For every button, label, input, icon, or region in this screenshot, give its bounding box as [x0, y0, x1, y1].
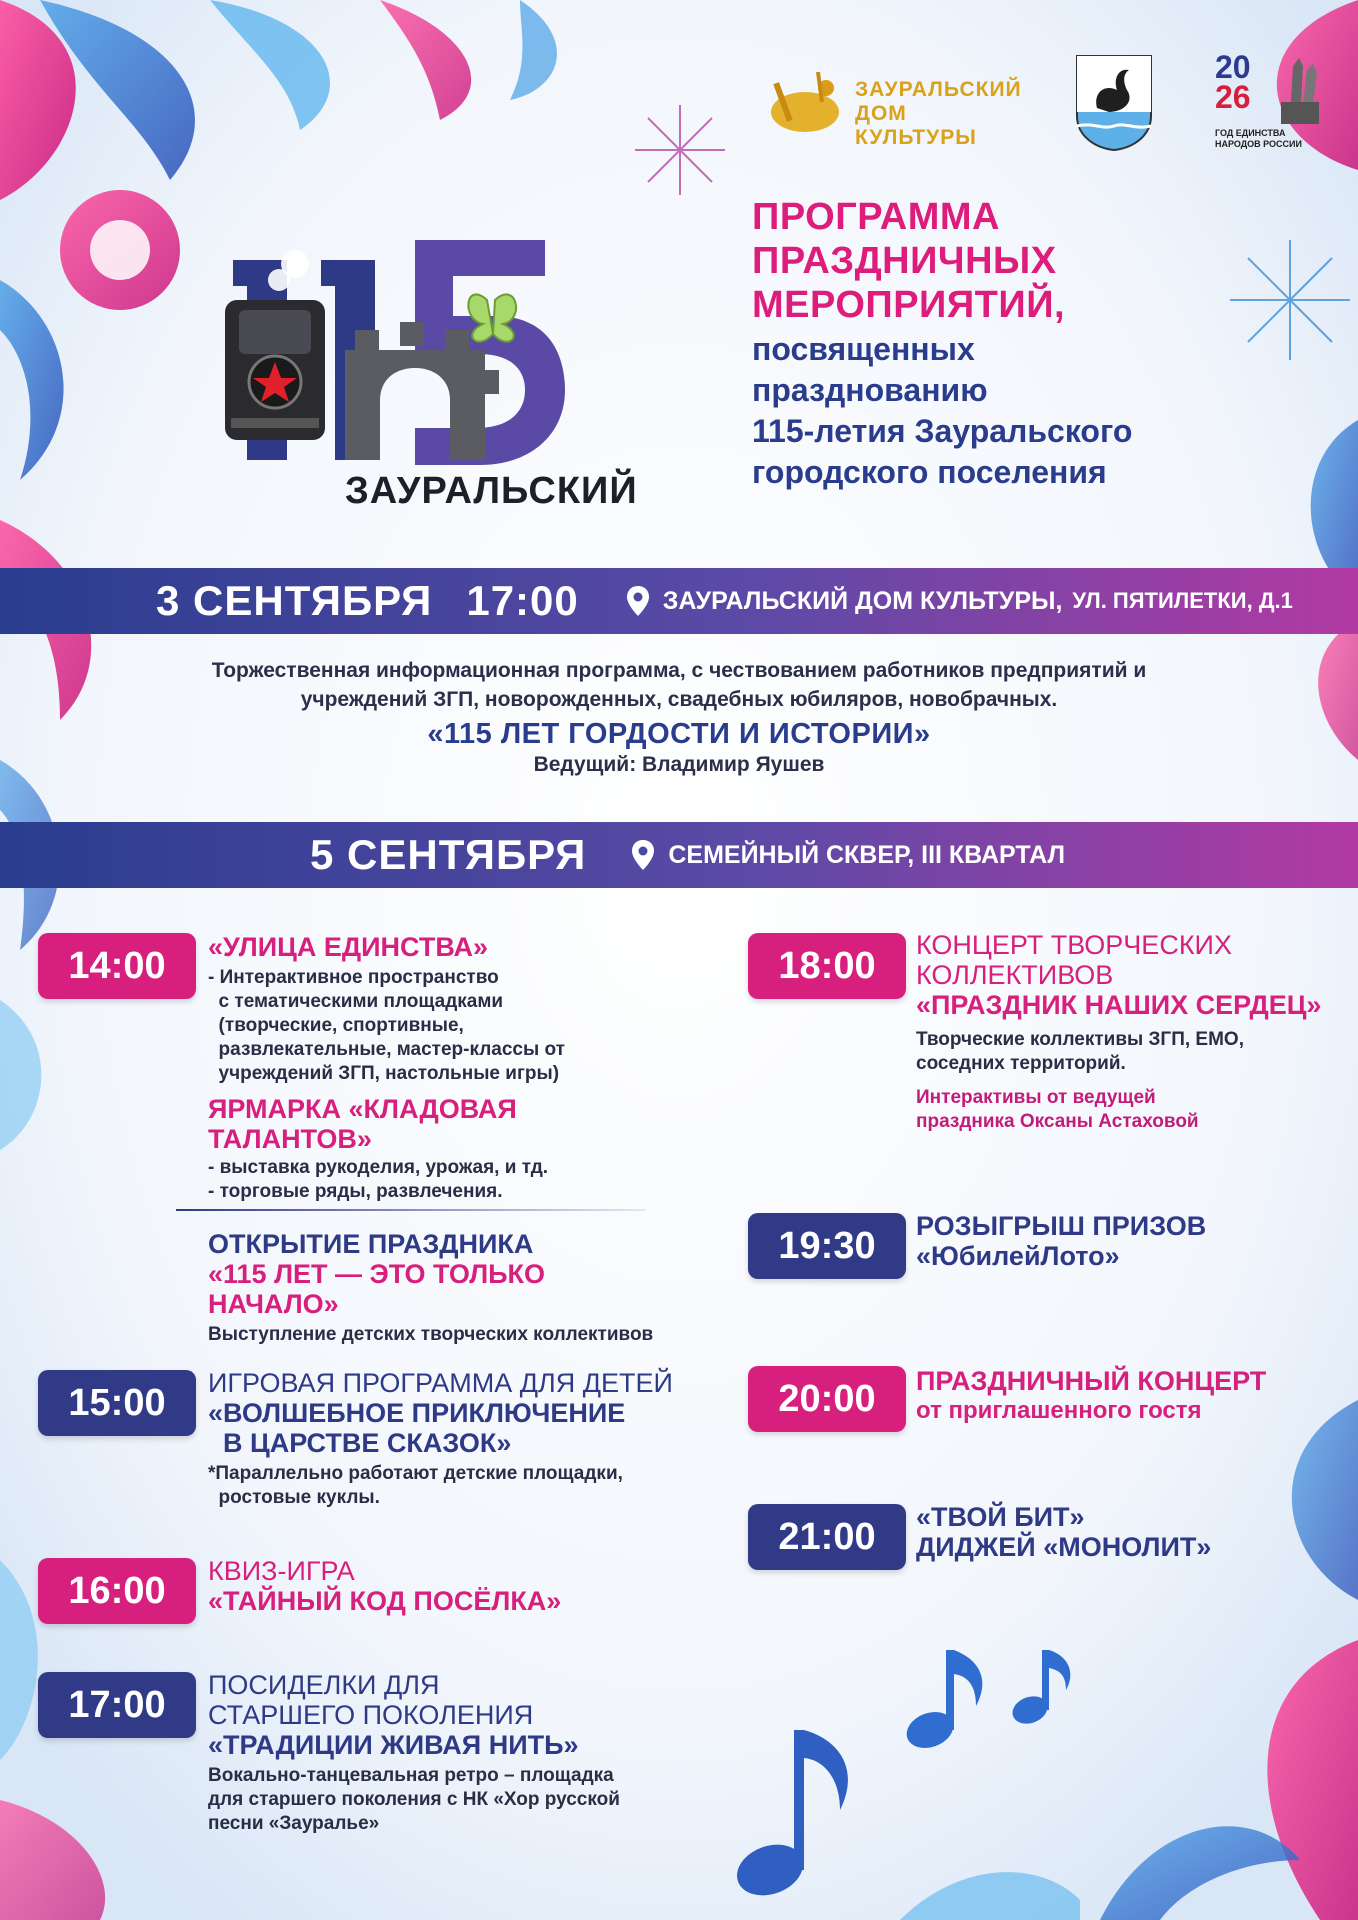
note-line: праздника Оксаны Астаховой — [916, 1111, 1199, 1132]
day1-address: УЛ. ПЯТИЛЕТКИ, Д.1 — [1072, 588, 1293, 613]
fair-title: ЯРМАРКА «КЛАДОВАЯ ТАЛАНТОВ» — [208, 1094, 517, 1154]
subtitle-line: посвященных — [752, 331, 975, 367]
subtitle-line: 115-летия Зауральского — [752, 413, 1133, 449]
title-line: СТАРШЕГО ПОКОЛЕНИЯ — [208, 1700, 534, 1730]
text-line: (творческие, спортивные, — [208, 1015, 464, 1036]
day2-location — [632, 840, 1065, 870]
event-quiz — [208, 1556, 668, 1616]
event-title — [208, 1229, 668, 1319]
text-line: соседних территорий. — [916, 1053, 1126, 1074]
day1-time: 17:00 — [466, 577, 579, 624]
day1-location — [627, 586, 1293, 616]
location-pin-icon — [632, 840, 654, 870]
fair-text — [208, 1156, 668, 1204]
time-badge-1930: 19:30 — [748, 1213, 906, 1279]
event-dj-set — [916, 1502, 1346, 1562]
day2-band — [0, 822, 1358, 888]
event-elders-gathering — [208, 1670, 678, 1836]
time-badge-1600: 16:00 — [38, 1558, 196, 1624]
title-line: ПРАЗДНИЧНЫЙ КОНЦЕРТ — [916, 1366, 1267, 1396]
title-line: «ВОЛШЕБНОЕ ПРИКЛЮЧЕНИЕ — [208, 1398, 626, 1428]
text-line: для старшего поколения с НК «Хор русской — [208, 1789, 620, 1810]
time-badge-2100: 21:00 — [748, 1504, 906, 1570]
title-line: ИГРОВАЯ ПРОГРАММА ДЛЯ ДЕТЕЙ — [208, 1368, 673, 1398]
event-opening — [208, 1229, 668, 1347]
title-line: «ПРАЗДНИК НАШИХ СЕРДЕЦ» — [916, 990, 1322, 1020]
text-line: ростовые куклы. — [208, 1487, 380, 1508]
description-line: Торжественная информационная программа, с чествованием работников предприятий и — [211, 659, 1147, 682]
text-line: с тематическими площадками — [208, 991, 504, 1012]
event-text — [208, 1764, 678, 1836]
section-divider — [176, 1209, 646, 1211]
event-title — [208, 1368, 678, 1458]
day1-host: Ведущий: Владимир Яушев — [533, 753, 825, 776]
text-line: Вокально-танцевальная ретро – площадка — [208, 1765, 614, 1786]
subtitle-line: городского поселения — [752, 454, 1107, 490]
day1-description — [150, 656, 1208, 714]
monument-icon — [1273, 52, 1327, 126]
time-badge-1500: 15:00 — [38, 1370, 196, 1436]
culture-house-name: ЗАУРАЛЬСКИЙ ДОМ КУЛЬТУРЫ — [855, 78, 1022, 149]
day1-date: 3 СЕНТЯБРЯ — [156, 577, 433, 624]
title-subtitle — [752, 329, 1312, 493]
event-text — [916, 1028, 1346, 1076]
day1-event-title: «115 ЛЕТ ГОРДОСТИ И ИСТОРИИ» — [427, 718, 931, 750]
event-title — [208, 1556, 668, 1616]
time-badge-1800: 18:00 — [748, 933, 906, 999]
day1-details — [150, 656, 1208, 777]
event-unity-street — [208, 932, 668, 1204]
note-line: Интерактивы от ведущей — [916, 1087, 1156, 1108]
event-title — [916, 1211, 1346, 1271]
year-number — [1215, 49, 1275, 115]
text-line: песни «Зауралье» — [208, 1813, 380, 1834]
event-creative-concert — [916, 930, 1346, 1134]
title-main — [752, 195, 1312, 327]
anniversary-emblem — [225, 230, 665, 525]
time-badge-2000: 20:00 — [748, 1366, 906, 1432]
description-line: учреждений ЗГП, новорожденных, свадебных юбиляров, новобрачных. — [300, 688, 1058, 711]
day2-place: СЕМЕЙНЫЙ СКВЕР, III КВАРТАЛ — [668, 840, 1065, 869]
music-instruments-icon — [760, 62, 850, 142]
title-line: КВИЗ-ИГРА — [208, 1556, 355, 1586]
event-kids-program — [208, 1368, 678, 1510]
year-caption: ГОД ЕДИНСТВА НАРОДОВ РОССИИ — [1215, 128, 1302, 149]
text-line: - выставка рукоделия, урожая, и тд. — [208, 1157, 549, 1178]
title-line: «ТАЙНЫЙ КОД ПОСЁЛКА» — [208, 1586, 562, 1616]
time-badge-1700: 17:00 — [38, 1672, 196, 1738]
day1-band — [0, 568, 1358, 634]
music-note-icon — [730, 1730, 848, 1904]
partner-logos — [760, 50, 1330, 160]
title-line: ПОСИДЕЛКИ ДЛЯ — [208, 1670, 440, 1700]
title-line: «115 ЛЕТ — ЭТО ТОЛЬКО НАЧАЛО» — [208, 1259, 546, 1319]
title-line: «ТВОЙ БИТ» — [916, 1502, 1085, 1532]
emblem-graphic — [225, 230, 665, 470]
title-line: КОЛЛЕКТИВОВ — [916, 960, 1114, 990]
title-line: МЕРОПРИЯТИЙ, — [752, 284, 1066, 326]
event-text — [208, 1462, 678, 1510]
title-line: «ТРАДИЦИИ ЖИВАЯ НИТЬ» — [208, 1730, 579, 1760]
event-title — [916, 1502, 1346, 1562]
subtitle-line: празднованию — [752, 372, 988, 408]
event-festive-concert — [916, 1366, 1346, 1426]
title-line: от приглашенного гостя — [916, 1397, 1202, 1424]
program-title — [752, 195, 1312, 493]
event-title — [208, 1670, 678, 1760]
text-line: развлекательные, мастер-классы от — [208, 1039, 565, 1060]
title-line: ОТКРЫТИЕ ПРАЗДНИКА — [208, 1229, 534, 1259]
day1-place: ЗАУРАЛЬСКИЙ ДОМ КУЛЬТУРЫ, — [662, 586, 1063, 615]
day2-date: 5 СЕНТЯБРЯ — [310, 831, 587, 878]
title-line: РОЗЫГРЫШ ПРИЗОВ — [916, 1211, 1207, 1241]
text-line: учреждений ЗГП, настольные игры) — [208, 1063, 560, 1084]
text-line: *Параллельно работают детские площадки, — [208, 1463, 623, 1484]
event-title — [916, 930, 1346, 1020]
music-note-icon — [1009, 1650, 1071, 1728]
location-pin-icon — [627, 586, 649, 616]
event-note — [916, 1086, 1346, 1134]
title-line: «ЮбилейЛото» — [916, 1241, 1120, 1271]
title-line: ПРОГРАММА — [752, 196, 1000, 238]
emblem-word: ЗАУРАЛЬСКИЙ — [345, 470, 638, 512]
event-text: Выступление детских творческих коллективов — [208, 1324, 654, 1345]
year-of-unity-logo — [1215, 49, 1327, 152]
year-top: 20 — [1215, 49, 1251, 85]
title-line: ПРАЗДНИЧНЫХ — [752, 240, 1057, 282]
time-badge-1400: 14:00 — [38, 933, 196, 999]
text-line: Творческие коллективы ЗГП, ЕМО, — [916, 1029, 1244, 1050]
title-line: ДИДЖЕЙ «МОНОЛИТ» — [916, 1532, 1212, 1562]
event-text — [208, 966, 668, 1086]
title-line: КОНЦЕРТ ТВОРЧЕСКИХ — [916, 930, 1232, 960]
event-prize-draw — [916, 1211, 1346, 1271]
text-line: - Интерактивное пространство — [208, 967, 499, 988]
culture-house-logo — [760, 62, 1030, 149]
year-bottom: 26 — [1215, 79, 1251, 115]
event-title: «УЛИЦА ЕДИНСТВА» — [208, 932, 488, 962]
swan-coat-of-arms-icon — [1073, 52, 1155, 152]
text-line: - торговые ряды, развлечения. — [208, 1181, 503, 1202]
music-note-icon — [902, 1650, 983, 1754]
music-notes-decoration — [690, 1620, 1110, 1920]
event-title — [916, 1366, 1346, 1426]
title-line: В ЦАРСТВЕ СКАЗОК» — [208, 1428, 512, 1458]
